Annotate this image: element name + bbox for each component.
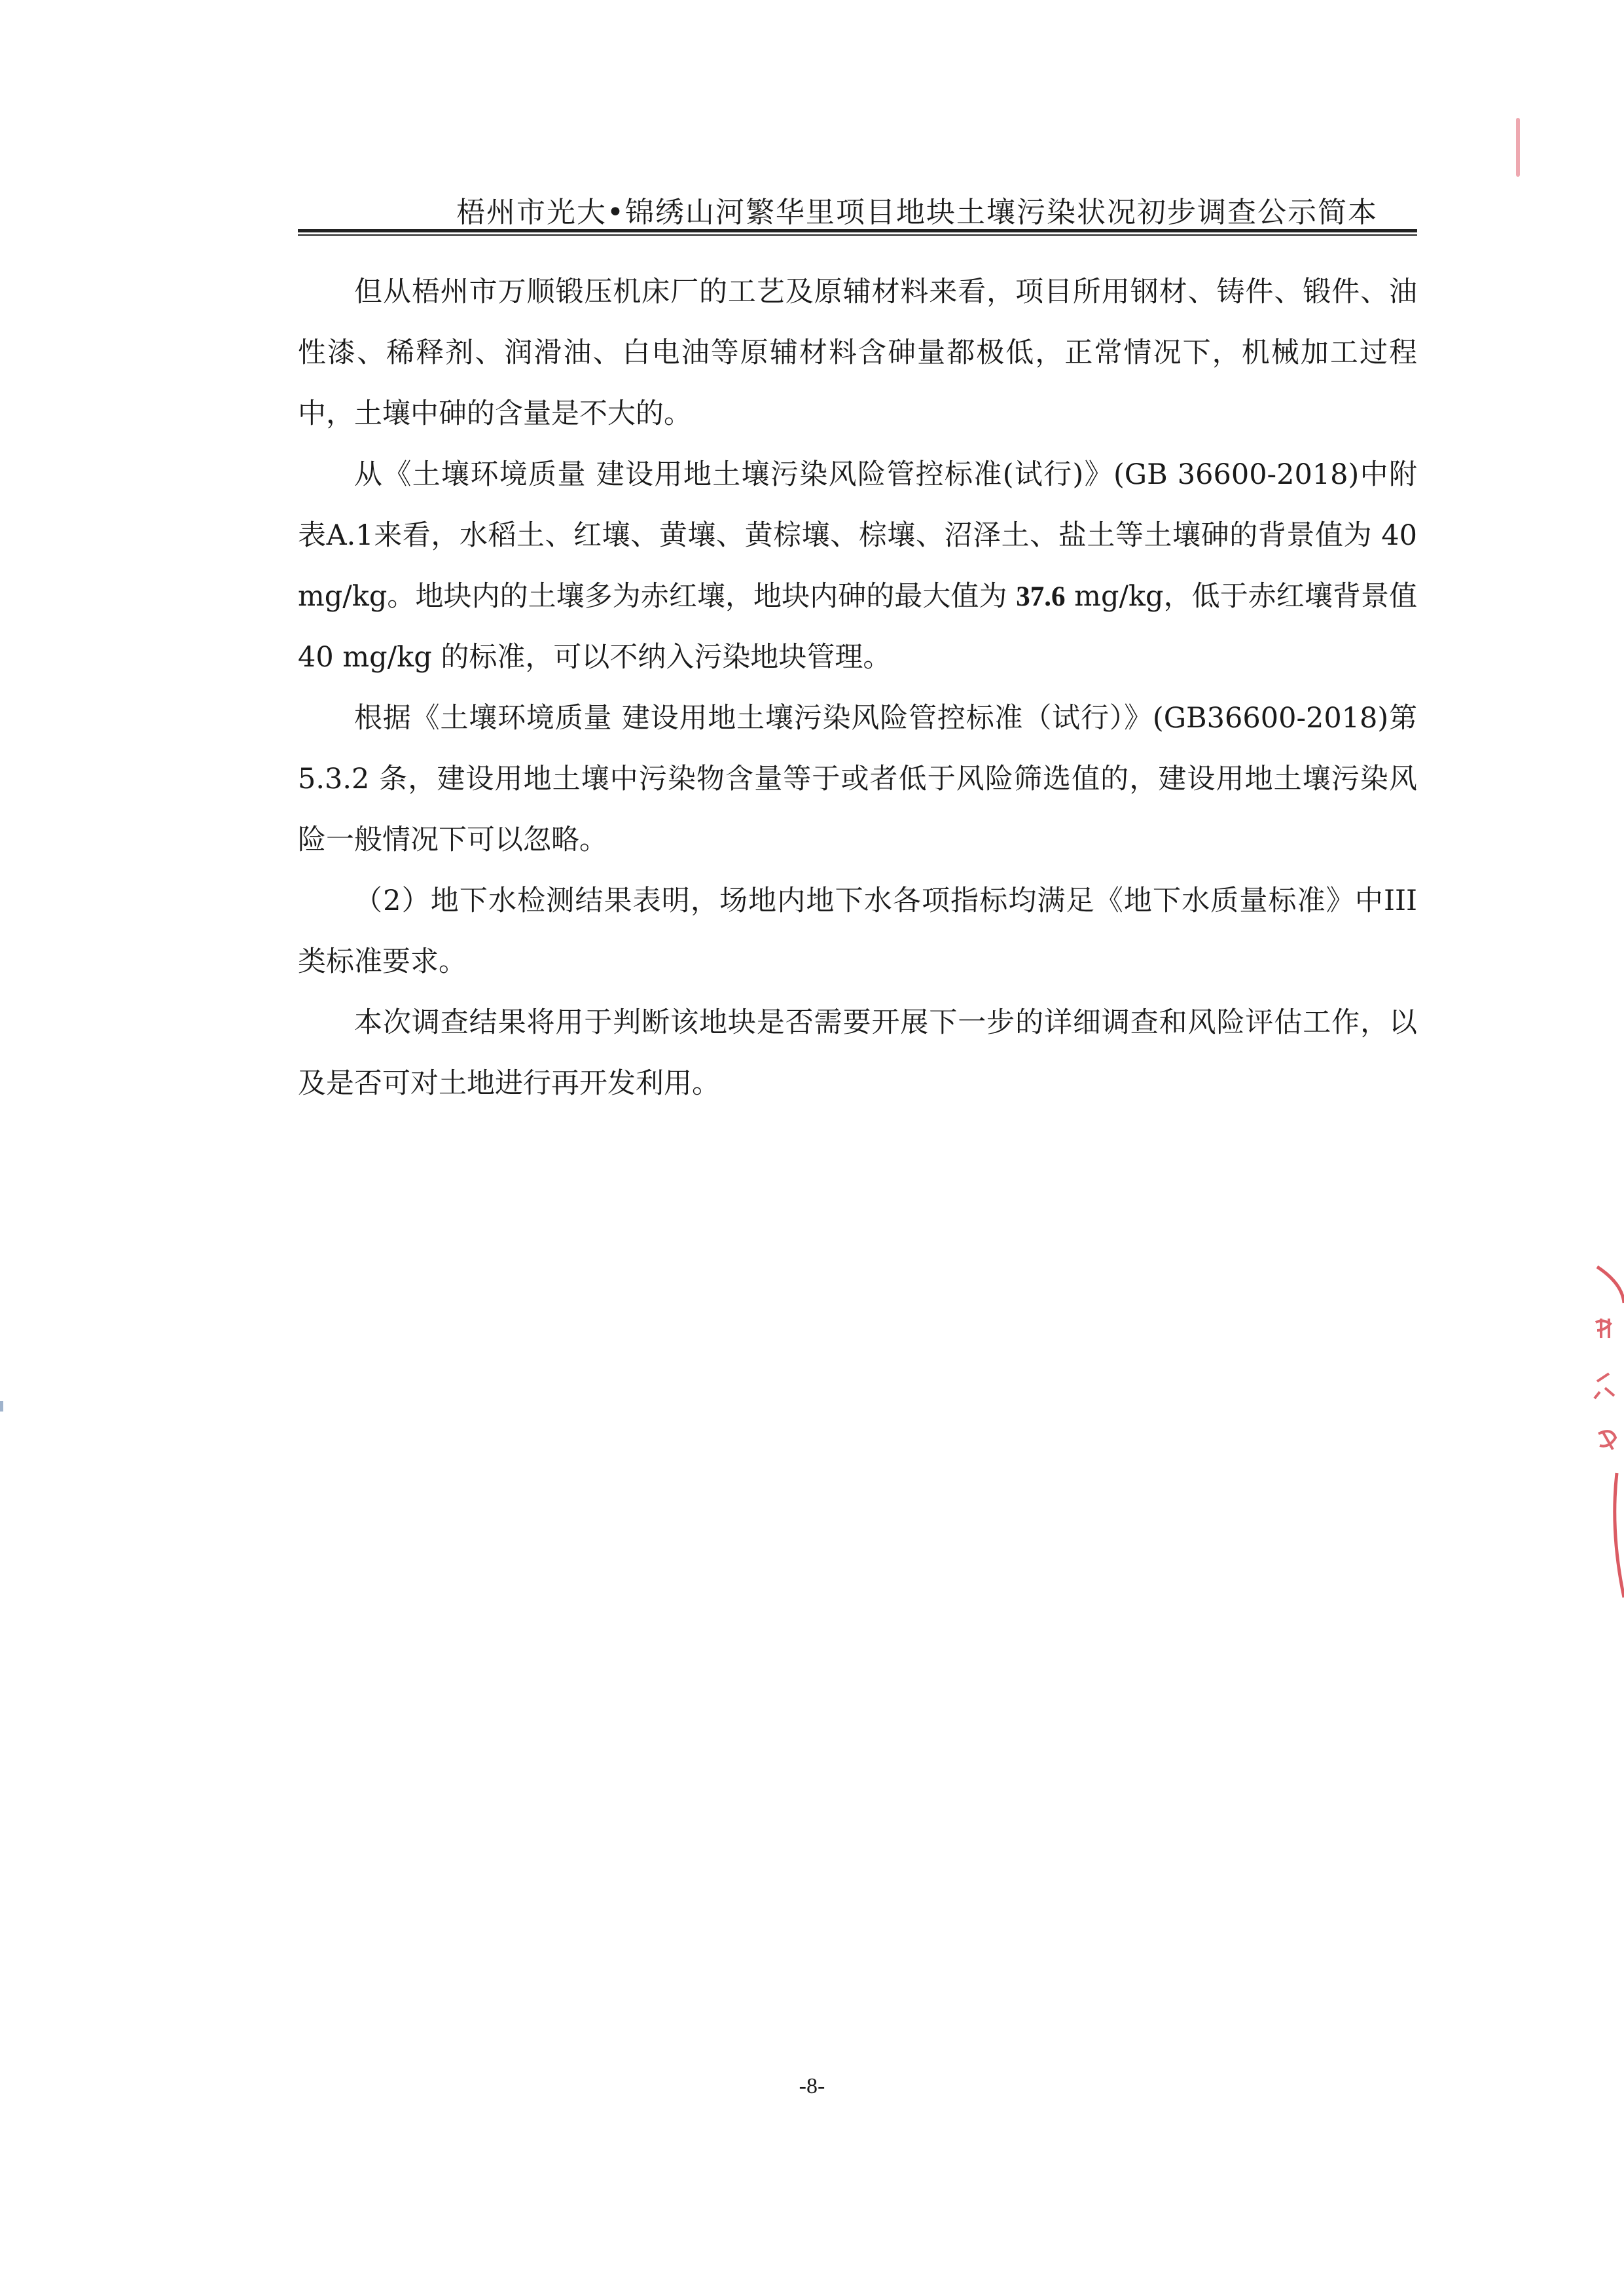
- document-body: [298, 262, 1417, 1114]
- document-header: [298, 183, 1417, 236]
- header-rule: [298, 229, 1417, 236]
- paragraph-arsenic-process: 但从梧州市万顺锻压机床厂的工艺及原辅材料来看，项目所用钢材、铸件、锻件、油性漆、稀释剂、润滑油、白电油等原辅材料含砷量都极低，正常情况下，机械加工过程中，土壤中砷的含量是不大的。: [298, 276, 1417, 430]
- header-title: 梧州市光大•锦绣山河繁华里项目地块土壤污染状况初步调查公示简本: [456, 196, 1378, 229]
- seal-edge-mark: [1516, 118, 1520, 177]
- paragraph-conclusion: 本次调查结果将用于判断该地块是否需要开展下一步的详细调查和风险评估工作，以及是否可对土地进行再开发利用。: [298, 1006, 1417, 1100]
- paragraph-background-value: [298, 445, 1417, 688]
- paragraph-standard-clause: 根据《土壤环境质量 建设用地土壤污染风险管控标准（试行）》(GB36600-2018)第 5.3.2 条，建设用地土壤中污染物含量等于或者低于风险筛选值的，建设用地土壤污染风险一般情况下可以忽略。: [298, 702, 1417, 856]
- page-number: -8-: [799, 2074, 825, 2098]
- paragraph-groundwater: （2）地下水检测结果表明，场地内地下水各项指标均满足《地下水质量标准》中III 类标准要求。: [298, 884, 1417, 978]
- paragraph-background-value-part2: mg/kg，低于赤红壤背景值 40 mg/kg 的标准，可以不纳入污染地块管理。: [298, 580, 1417, 674]
- paragraph-background-value-part1: 从《土壤环境质量 建设用地土壤污染风险管控标准(试行)》(GB 36600-2018)中附表A.1来看，水稻土、红壤、黄壤、黄棕壤、棕壤、沼泽土、盐土等土壤砷的背景值为 40 mg/kg。地块内的土壤多为赤红壤，地块内砷的最大值为: [298, 458, 1417, 613]
- seal-stamp-fragment: [1571, 1257, 1624, 1624]
- scan-edge-mark: [0, 1401, 3, 1412]
- arsenic-max-value: 37.6: [1016, 581, 1066, 612]
